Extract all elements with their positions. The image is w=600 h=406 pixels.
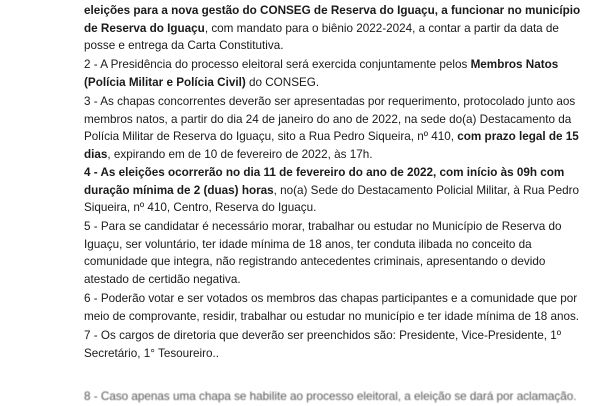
text-line: Iguaçu, ser voluntário, ter idade mínima de 18 anos, ter conduta ilibada no conceito da [84,237,532,251]
text-line: dias, expirando em de 10 de fevereiro de 2022, às 17h. [84,147,373,161]
item-5-candidacy-requirements [84,218,562,288]
paragraph-election-intro [84,2,581,55]
text-line: comunidade que integra, não registrando antecedentes criminais, apresentando o devido [84,255,546,269]
text-line: (Polícia Militar e Polícia Civil) do CONSEG. [84,75,320,89]
text-line: membros natos, a partir do dia 24 de janeiro do ano de 2022, na sede do(a) Destacamento da [84,112,572,126]
item-3-slates [84,93,579,163]
item-8-partial-line [84,388,577,406]
item-2-presidency [84,56,559,91]
text-line: 3 - As chapas concorrentes deverão ser apresentadas por requerimento, protocolado junto aos [84,95,576,108]
text-line: 4 - As eleições ocorrerão no dia 11 de fevereiro do ano de 2022, com início às 09h com [84,166,565,179]
text-line: duração mínima de 2 (duas) horas, no(a) Sede do Destacamento Policial Militar, à Rua Pedro [84,183,579,197]
text-line: 5 - Para se candidatar é necessário morar, trabalhar ou estudar no Município de Reserva do [84,220,562,233]
text-line: 8 - Caso apenas uma chapa se habilite ao processo eleitoral, a eleição se dará por aclamação. [84,390,577,403]
text-line: atestado de certidão negativa. [84,272,241,286]
text-line: meio de comprovante, residir, trabalhar ou estudar no município e ter idade mínima de 18 anos. [84,309,580,323]
text-line: eleições para a nova gestão do CONSEG de Reserva do Iguaçu, a funcionar no município [84,4,581,17]
text-line: Siqueira, nº 410, Centro, Reserva do Iguaçu. [84,201,317,215]
text-line: 7 - Os cargos de diretoria que deverão ser preenchidos são: Presidente, Vice-Presidente, 1º [84,329,562,342]
item-4-election-date [84,164,579,217]
text-line: Polícia Militar de Reserva do Iguaçu, sito a Rua Pedro Siqueira, nº 410, com prazo legal de 15 [84,130,579,144]
item-7-board-positions [84,327,562,362]
text-line: 6 - Poderão votar e ser votados os membros das chapas participantes e a comunidade que por [84,292,578,305]
text-line: de Reserva do Iguaçu, com mandato para o biênio 2022-2024, a contar a partir da data de [84,21,559,35]
text-line: 2 - A Presidência do processo eleitoral será exercida conjuntamente pelos Membros Natos [84,58,559,71]
text-line: posse e entrega da Carta Constitutiva. [84,39,284,53]
item-6-voting-eligibility [84,290,580,325]
text-line: Secretário, 1° Tesoureiro.. [84,346,220,360]
